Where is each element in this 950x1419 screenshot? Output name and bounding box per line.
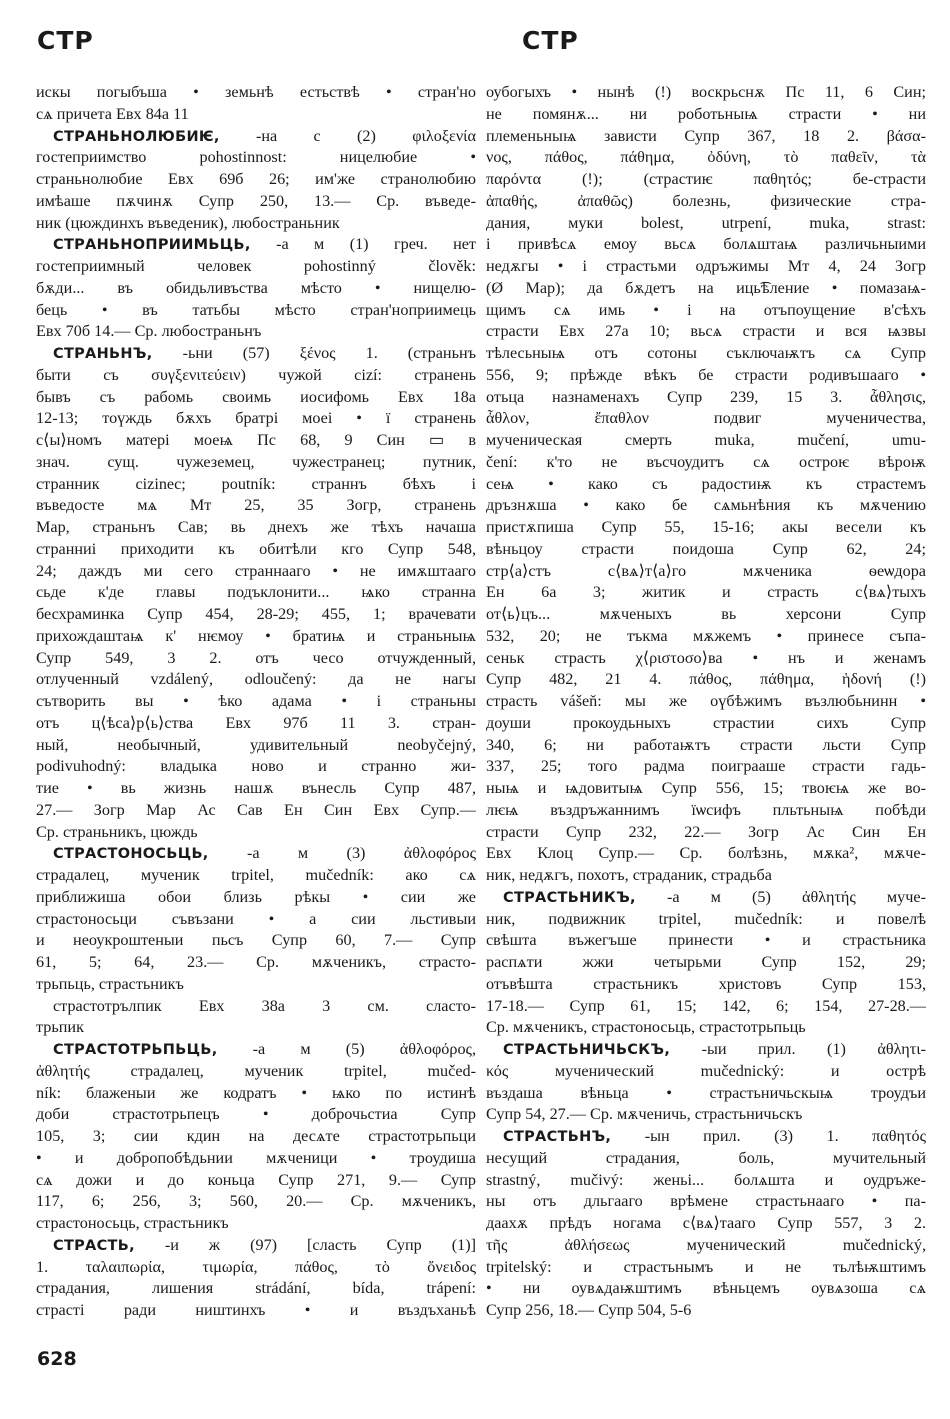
line-text: щимъ сѧ имь • і на отъпоущение в'сѣхъ [486,300,926,319]
text-line [486,996,926,1018]
line-text: страстотрълпик Евх 38а 3 см. сласто- [53,996,476,1015]
text-line [486,300,926,322]
text-line [36,974,476,996]
line-text: искы погыбъша • земьнѣ естьствѣ • стран'но [36,83,476,101]
text-line [486,669,926,691]
line-text: -ыи прил. (1) ἀθλητι- [701,1040,926,1058]
text-line [36,191,476,213]
text-line [36,234,476,256]
line-text: въведосте мѧ Мт 25, 35 Зогр, странень [36,496,476,515]
text-line [36,582,476,604]
dictionary-entry [36,234,476,343]
text-line [36,1170,476,1192]
line-text: дания, муки bolest, utrpení, muka, strast: [486,213,926,232]
line-text: Ср. страньникъ, цюждь [36,822,198,841]
line-text: трьпик [36,1018,84,1037]
line-text: 117, 6; 256, 3; 560, 20.— Ср. мѫченикъ, [36,1192,476,1211]
text-line [36,169,476,191]
text-line [486,648,926,670]
line-text: Ен 6а 3; житик и страсть с⟨вѧ⟩тыхъ [486,583,926,602]
headword: СТРАСТОНОСЬЦЬ, [53,846,209,863]
text-line [486,887,926,909]
line-text: ἀθλητής страдалец, мученик trpitel, mučed- [36,1061,476,1080]
text-line [486,930,926,952]
text-line [486,126,926,148]
line-text: пристѫпиша Супр 55, 15-16; акы весели къ [486,518,926,536]
line-text: стр⟨а⟩стъ с⟨вѧ⟩т⟨а⟩го мѫченика ѳеѡдора [486,561,926,580]
line-text: гостеприимство pohostinnost: ницелюбие • [36,148,476,167]
text-line [486,1191,926,1213]
line-text: 61, 5; 64, 23.— Ср. мѫченикъ, страсто- [36,953,476,971]
text-line [36,1278,476,1300]
text-line [486,256,926,278]
text-line [486,756,926,778]
dictionary-entry [36,126,476,235]
text-line [486,321,926,343]
text-line [486,213,926,235]
line-text: страсти Евх 27а 10; вьсѧ страсти и вся ѩзвы [486,322,926,341]
line-text: странник cizinec; poutník: страннъ бѣхъ і [36,474,476,493]
text-line [36,930,476,952]
line-text: и неоукроштеныи пьсъ Супр 60, 7.— Супр [36,931,476,950]
entry-continuation [36,82,476,126]
text-line [486,1300,926,1322]
line-text: -ьни (57) ξένος 1. (страньнъ [182,344,476,362]
headword: СТРАСТЬ, [53,1237,135,1254]
line-text: от⟨ь⟩цъ... мѫченыхъ вь херсони Супр [486,605,926,623]
line-text: ны отъ дльгааго врѣмене страстьнааго • па- [486,1192,926,1211]
line-text: прихождаштаѩ к' нѥмоу • братиѩ и страньныѩ [36,626,476,645]
line-text: несущий страдания, боль, мучительный [486,1148,926,1167]
dictionary-entry [486,1126,926,1322]
line-text: čení: к'то не въсчоудитъ сѧ остроѥ вѣроѭ [486,452,926,471]
line-text: -на с (2) φιλοξενία [255,126,476,145]
dictionary-entry [486,1039,926,1126]
line-text: ник, недѫгъ, похотъ, страданик, страдьба [486,866,772,884]
headword: СТРАНЬНОПРИИМЬЦЬ, [53,237,251,254]
line-text: бесхраминка Супр 454, 28-29; 455, 1; врачевати [36,605,476,623]
text-line [486,1278,926,1300]
text-line [36,343,476,365]
text-line [486,387,926,409]
line-text: дръзнѫша • како бе сѧмьнѣния къ мѫчению [486,496,926,515]
line-text: -а м (5) ἀθλοφόρος, [252,1040,476,1058]
text-line [486,691,926,713]
text-line [36,1017,476,1039]
text-line [36,669,476,691]
line-text: Ср. мѫченикъ, страстоносьць, страстотрьпьць [486,1018,806,1037]
line-text: вѣньцоу страсти поидоша Супр 62, 24; [486,539,926,558]
line-text: νος, πάθος, πάθημα, ὀδύνη, τὸ παθεῖν, τὰ [486,148,926,167]
text-line [486,343,926,365]
text-line [36,1300,476,1322]
line-text: 27.— Зогр Мар Ас Сав Ен Син Евх Супр.— [36,800,476,819]
text-line [486,169,926,191]
text-line [486,539,926,561]
line-text: 556, 9; прѣжде вѣкъ бе страсти родивъшааго • [486,365,926,384]
line-text: сеѩ • како съ радостиѭ къ страстемъ [486,474,926,493]
line-text: • ни оувѧдаѭштимъ вѣньцемъ оувѧзоша сѧ [486,1279,926,1298]
line-text: κός мученический mučednický: и острѣ [486,1061,926,1080]
text-line [486,582,926,604]
text-line [486,974,926,996]
line-text: ник (цюждинхъ въведеник), любостраньник [36,213,340,232]
text-line [36,104,476,126]
dictionary-entry [36,1039,476,1235]
line-text: • и добропобѣдьнии мѫченици • троудиша [36,1148,476,1167]
line-text: τῆς ἀθλήσεως мученический mučednický, [486,1235,926,1254]
text-line [486,1083,926,1105]
column-left [36,82,476,1322]
line-text: 12-13; тоүждь бѫхъ братрі моеі • ї странень [36,409,476,428]
text-line [36,278,476,300]
line-text: въздаша вѣньца • страстьничьскыѩ троудъи [486,1083,926,1102]
text-line [486,952,926,974]
text-line [486,561,926,583]
dictionary-entry [36,843,476,995]
running-head-left: СТР [37,26,94,55]
text-line [486,735,926,757]
line-text: strastný, mučivý: женьі... болѧшта и оудръже- [486,1170,926,1189]
line-text: -а м (1) греч. нет [276,235,476,254]
text-line [36,126,476,148]
line-text: 337, 25; того радма поиграаше страсти гадь- [486,757,926,776]
text-line [36,321,476,343]
text-line [36,1213,476,1235]
line-text: Супр 482, 21 4. πάθος, πάθημα, ἡδονή (!) [486,670,926,689]
text-line [36,604,476,626]
line-text: Супр 256, 18.— Супр 504, 5-6 [486,1301,692,1319]
text-line [486,408,926,430]
dictionary-entry [36,1235,476,1322]
line-text: оубогыхъ • нынѣ (!) воскрьснѫ Пс 11, 6 Син; [486,83,926,101]
line-text: недѫгы • і страстьми одръжимы Мт 4, 24 Зогр [486,257,926,275]
text-line [36,778,476,800]
entry-continuation [486,82,926,887]
text-line [36,1104,476,1126]
text-line [36,756,476,778]
headword: СТРАНЬНЪ, [53,346,153,362]
line-text: -а м (5) ἀθλητής муче- [666,887,926,906]
entry-continuation [36,996,476,1040]
text-line [36,865,476,887]
line-text: -ын прил. (3) 1. παθητός [644,1127,926,1145]
text-line [36,1257,476,1279]
text-line [486,800,926,822]
text-line [486,626,926,648]
line-text: приближиша обои близь рѣкы • сии же [36,887,476,906]
line-text: ník: блаженыи же кодратъ • ѩко по истинѣ [36,1083,476,1102]
dictionary-entry [486,887,926,1039]
text-line [36,452,476,474]
line-text: тие • вь жизнь нашѫ вънесль Супр 487, [36,779,476,797]
line-text: сьде к'де главы подъклонити... ѩко странна [36,583,476,602]
line-text: тѣлесьныѩ отъ сотоны съключаѭтъ сѧ Супр [486,344,926,362]
line-text: сеньк страсть χ⟨ριστοσο⟩ва • нъ и женамъ [486,648,926,667]
text-line [36,800,476,822]
text-line [486,778,926,800]
line-text: 532, 20; не тъкма мѫжемъ • принесе съпа- [486,626,926,645]
line-text: Мар, страньнъ Сав; вь днехъ же тѣхъ начаша [36,518,476,536]
text-line [486,104,926,126]
text-line [36,735,476,757]
text-line [36,408,476,430]
headword: СТРАСТЬНЪ, [503,1129,612,1145]
line-text: отъ ц⟨ѣса⟩р⟨ь⟩ства Евх 97б 11 3. стран- [36,713,476,732]
line-text: с⟨ы⟩номъ матері моеѩ Пс 68, 9 Син ▭ в [36,431,476,449]
column-right [486,82,926,1322]
line-text: мученическая смерть muka, mučení, umu- [486,431,926,449]
text-line [486,1213,926,1235]
running-head-right: СТР [522,26,579,55]
line-text: Евх Клоц Супр.— Ср. болѣзнь, мѫка², мѫче- [486,844,926,863]
line-text: і привѣсѧ емоу вьсѧ болѧштаѩ различьныими [486,235,926,254]
line-text: страсті ради ништинхъ • и въздъханьѣ [36,1301,476,1319]
text-line [486,1104,926,1126]
line-text: ἀπαθής, ἀπαθῶς) болезнь, физические стра- [486,191,926,210]
text-line [36,1191,476,1213]
text-line [486,474,926,496]
headword: СТРАСТЬНИКЪ, [503,889,636,906]
text-line [486,278,926,300]
line-text: племеньныѩ зависти Супр 367, 18 2. βάσα- [486,126,926,145]
page-number: 628 [37,1348,77,1370]
line-text: трьпьць, страстьникъ [36,974,184,993]
line-text: ἆθλον, ἔπαθλον подвиг мученичества, [486,409,926,428]
line-text: доуши прокоудьныхъ страстии сихъ Супр [486,713,926,732]
line-text: trpitelský: и страстьнымъ и не тьлѣѭштимъ [486,1257,926,1276]
line-text: имѣаше пѫчинѫ Супр 250, 13.— Ср. въведе- [36,191,476,210]
text-line [36,82,476,104]
line-text: Супр 54, 27.— Ср. мѫченичь, страстьничьскъ [486,1105,803,1124]
line-text: страдалец, мученик trpitel, mučedník: ако сѧ [36,866,476,884]
text-line [486,234,926,256]
line-text: страсть vášeň: мы же оүбѣжимъ възлюбьнинн • [486,692,926,710]
line-text: Супр 549, 3 2. отъ чесо отчужденный, [36,648,476,667]
text-line [486,452,926,474]
line-text: сѧ дожи и до коньца Супр 271, 9.— Супр [36,1170,476,1189]
line-text: распѧти жжи четырьми Супр 152, 29; [486,953,926,971]
dictionary-entry [36,343,476,843]
headword: СТРАНЬНОЛЮБИѤ, [53,128,220,145]
line-text: сътворить вы • ѣко адама • і страньны [36,692,476,710]
text-line [486,713,926,735]
text-line [36,713,476,735]
text-line [486,822,926,844]
text-line [36,517,476,539]
text-line [486,1257,926,1279]
text-line [36,1039,476,1061]
text-line [486,147,926,169]
text-line [36,147,476,169]
line-text: бѫди... въ обидьливъства мѣсто • нищелю- [36,278,476,297]
text-line [36,387,476,409]
text-line [36,843,476,865]
line-text: знач. сущ. чужеземец, чужестранец; путник, [36,452,476,471]
line-text: podivuhodný: владыка ново и странно жи- [36,757,476,776]
text-line [36,691,476,713]
line-text: страньнолюбие Евх 69б 26; им'же странолюбию [36,170,476,188]
line-text: -и ж (97) [сласть Супр (1)] [164,1235,476,1254]
line-text: страдания, лишения strádání, bída, trápení: [36,1279,476,1298]
text-line [36,561,476,583]
line-text: ник, подвижник trpitel, mučedník: и повелѣ [486,909,926,928]
text-line [486,191,926,213]
line-text: страстоносьць, страстьникъ [36,1214,229,1232]
line-text: бець • въ татьбы мѣсто стран'ноприимець [36,300,476,319]
line-text: Евх 70б 14.— Ср. любостраньнъ [36,322,262,341]
text-line [36,626,476,648]
line-text: (Ø Мар); да бѫдетъ на иць͡ѣление • помазаѩ- [486,278,926,297]
line-text: -а м (3) ἀθλοφόρος [246,844,476,863]
text-line [486,1126,926,1148]
text-line [36,822,476,844]
text-line [36,213,476,235]
text-line [486,82,926,104]
line-text: сѧ причета Евх 84а 11 [36,104,189,123]
line-text: не помянѫ... ни роботьныѩ страсти • ни [486,104,926,123]
text-line [486,430,926,452]
line-text: 340, 6; ни работаѭтъ страсти льсти Супр [486,735,926,754]
text-line [36,365,476,387]
line-text: быти съ συγξενιτεύειν) чужой cizí: странень [36,365,476,384]
text-line [486,495,926,517]
line-text: ный, необычный, удивительный neobyčejný, [36,735,476,754]
text-line [486,365,926,387]
text-line [486,909,926,931]
line-text: 24; даждъ ми сего страннааго • не имѫштааго [36,561,476,580]
headword: СТРАСТОТРЬПЬЦЬ, [53,1042,218,1058]
text-line [36,300,476,322]
line-text: бывъ съ рабомь своимь иосифомь Евх 18а [36,387,476,406]
line-text: отъвѣшта страстьникъ христовъ Супр 153, [486,974,926,993]
line-text: 17-18.— Супр 61, 15; 142, 6; 154, 27-28.— [486,996,926,1015]
line-text: отлученный vzdálený, odloučený: да не нагы [36,670,476,689]
line-text: ныѩ и ѩдовитыѩ Супр 556, 15; твоѥѩ же во- [486,779,926,797]
headword: СТРАСТЬНИЧЬСКЪ, [503,1042,671,1058]
line-text: даахѫ прѣдъ ногама с⟨вѧ⟩тааго Супр 557, 3 2. [486,1214,926,1232]
text-line [36,909,476,931]
line-text: страсти Супр 232, 22.— Зогр Ас Син Ен [486,822,926,841]
text-line [36,952,476,974]
text-line [36,1083,476,1105]
text-line [36,495,476,517]
line-text: свѣшта въжегъше принести • и страстьника [486,931,926,950]
line-text: 105, 3; сии кдин на десѧте страстотрьпьци [36,1127,476,1145]
text-line [36,430,476,452]
line-text: странниі приходити къ обитѣли кго Супр 548, [36,539,476,558]
line-text: παρόντα (!); (страстиѥ παθητός; бе-страсти [486,170,926,188]
line-text: отьца назнаменахъ Супр 239, 15 3. ἆθλησις, [486,387,926,406]
text-line [36,887,476,909]
text-line [36,539,476,561]
text-line [486,1039,926,1061]
text-line [486,604,926,626]
line-text: доби страстотрьпецъ • доброчьстиа Супр [36,1105,476,1124]
text-line [486,517,926,539]
line-text: лѥѩ въздръжаннимъ їѡсифъ пльтьныѩ побѣди [486,800,926,819]
text-line [36,1126,476,1148]
text-line [36,1061,476,1083]
text-line [486,1061,926,1083]
text-line [36,996,476,1018]
text-line [36,474,476,496]
text-line [36,648,476,670]
text-line [486,1148,926,1170]
line-text: страстоносьци съвъзани • а сии льстивыи [36,909,476,928]
text-line [486,865,926,887]
text-line [36,1148,476,1170]
line-text: гостеприимный человек pohostinný člověk: [36,257,476,275]
text-line [36,256,476,278]
text-line [486,1017,926,1039]
text-line [486,1170,926,1192]
line-text: 1. ταλαιπωρία, τιμωρία, πάθος, τὸ ὄνειδος [36,1257,476,1276]
text-line [486,1235,926,1257]
text-line [36,1235,476,1257]
text-line [486,843,926,865]
